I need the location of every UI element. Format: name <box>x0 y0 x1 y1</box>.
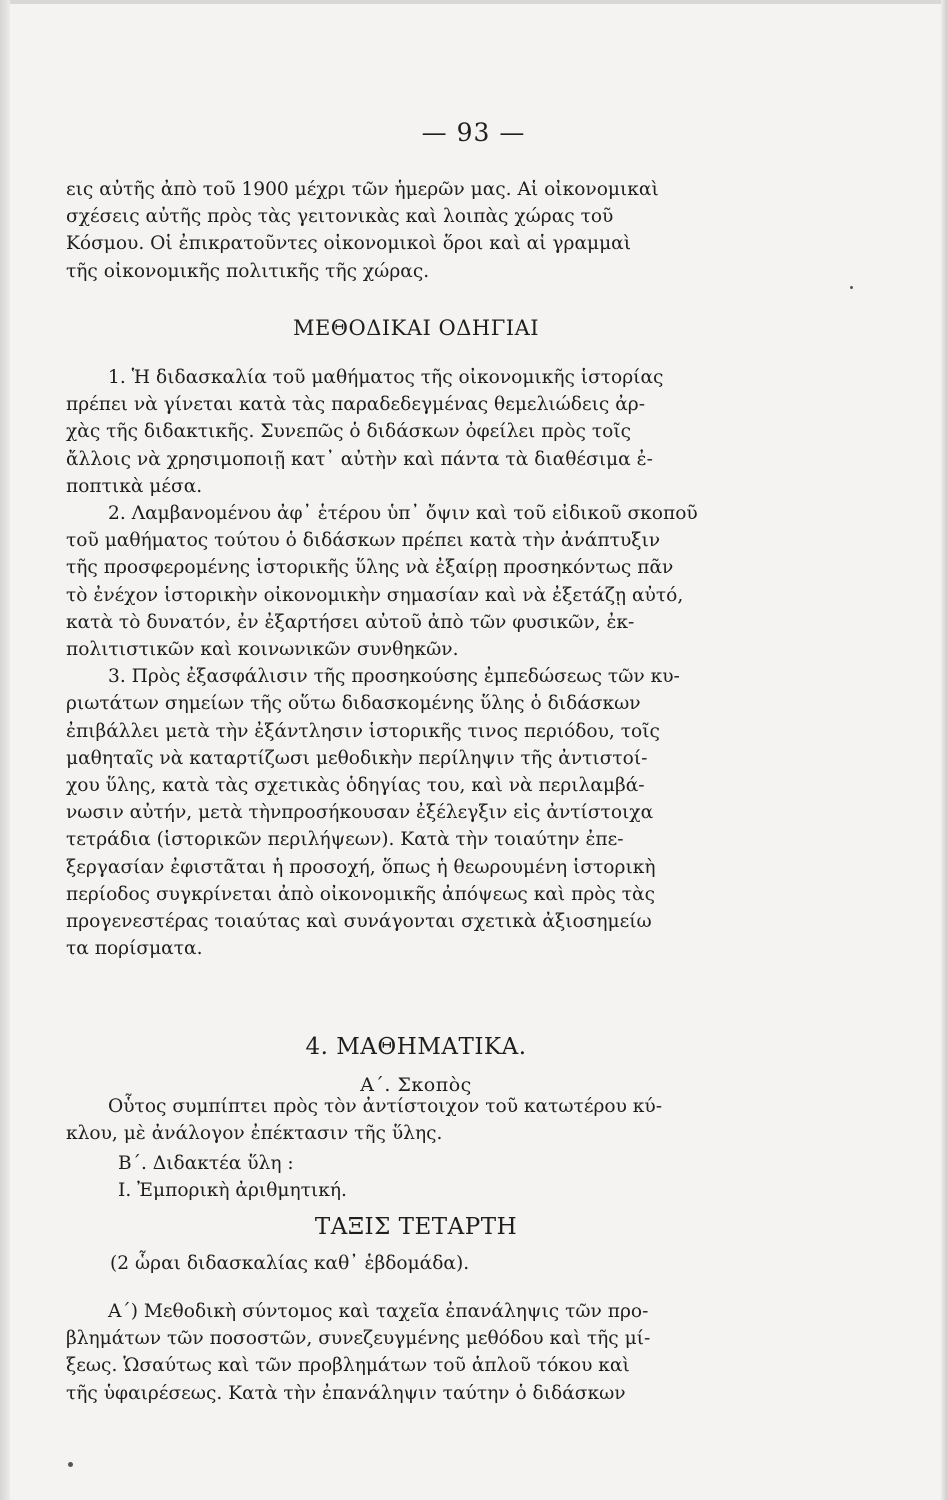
text-line: τῆς ὑφαιρέσεως. Κατὰ τὴν ἐπανάληψιν ταύτην ὁ διδάσκων <box>66 1382 626 1404</box>
hours-line: (2 ὧραι διδασκαλίας καθ᾿ ἑβδομάδα). <box>110 1253 470 1274</box>
subject-section <box>66 1150 766 1204</box>
text-line: περίοδος συγκρίνεται ἀπὸ οἰκονομικῆς ἀπόψεως καὶ πρὸς τὰς <box>66 883 656 905</box>
text-line: 2. Λαμβανομένου ἀφ᾿ ἑτέρου ὑπ᾿ ὄψιν καὶ τοῦ εἰδικοῦ σκοποῦ <box>108 503 698 525</box>
text-line: Α΄) Μεθοδικὴ σύντομος καὶ ταχεῖα ἐπανάληψις τῶν προ- <box>108 1301 649 1322</box>
aim-heading: Α΄. Σκοπὸς <box>360 1074 472 1096</box>
text-line: τα πορίσματα. <box>66 938 203 960</box>
review-paragraph <box>66 1298 766 1407</box>
text-line: βλημάτων τῶν ποσοστῶν, συνεζευγμένης μεθόδου καὶ τῆς μί- <box>66 1328 651 1350</box>
aim-paragraph <box>66 1093 766 1147</box>
text-line: Οὗτος συμπίπτει πρὸς τὸν ἀντίστοιχον τοῦ κατωτέρου κύ- <box>108 1096 663 1117</box>
text-line: ἄλλοις νὰ χρησιμοποιῇ κατ᾿ αὐτὴν καὶ πάντα τὰ διαθέσιμα ἐ- <box>66 448 653 470</box>
text-line: τετράδια (ἱστορικῶν περιλήψεων). Κατὰ τὴν τοιαύτην ἐπε- <box>66 829 624 851</box>
text-line: μαθηταῖς νὰ καταρτίζωσι μεθοδικὴν περίληψιν τῆς ἀντιστοί- <box>66 747 648 769</box>
intro-paragraph <box>66 176 766 285</box>
text-line: τῆς προσφερομένης ἱστορικῆς ὕλης νὰ ἐξαίρῃ προσηκόντως πᾶν <box>66 557 674 579</box>
text-line: ξεως. Ὡσαύτως καὶ τῶν προβλημάτων τοῦ ἁπλοῦ τόκου καὶ <box>66 1355 630 1377</box>
text-line: χὰς τῆς διδακτικῆς. Συνεπῶς ὁ διδάσκων ὀφείλει πρὸς τοῖς <box>66 421 632 443</box>
text-line: πολιτιστικῶν καὶ κοινωνικῶν συνθηκῶν. <box>66 639 459 661</box>
text-line: τὸ ἐνέχον ἱστορικὴν οἰκονομικὴν σημασίαν καὶ νὰ ἐξετάζῃ αὐτό, <box>66 584 684 606</box>
methodical-heading: ΜΕΘΟΔΙΚΑΙ ΟΔΗΓΙΑΙ <box>292 316 540 340</box>
text-line: 3. Πρὸς ἐξασφάλισιν τῆς προσηκούσης ἐμπεδώσεως τῶν κυ- <box>108 666 680 688</box>
hours-line-block <box>66 1250 766 1277</box>
page-number: — 93 — <box>421 118 526 147</box>
text-line: κατὰ τὸ δυνατόν, ἐν ἐξαρτήσει αὐτοῦ ἀπὸ τῶν φυσικῶν, ἐκ- <box>66 611 635 633</box>
text-line: ξεργασίαν ἐφιστᾶται ἡ προσοχή, ὅπως ἡ θεωρουμένη ἱστορικὴ <box>66 856 656 878</box>
text-line: σχέσεις αὐτῆς πρὸς τὰς γειτονικὰς καὶ λοιπὰς χώρας τοῦ <box>66 206 614 228</box>
ink-spot <box>850 286 853 289</box>
text-line: ριωτάτων σημείων τῆς οὕτω διδασκομένης ὕλης ὁ διδάσκων <box>66 693 641 715</box>
text-line: ποπτικὰ μέσα. <box>66 475 203 497</box>
text-line: Κόσμου. Οἱ ἐπικρατοῦντες οἰκονομικοὶ ὅροι καὶ αἱ γραμμαὶ <box>66 233 632 255</box>
text-line: τοῦ μαθήματος τούτου ὁ διδάσκων πρέπει κατὰ τὴν ἀνάπτυξιν <box>66 530 661 552</box>
text-line: πρέπει νὰ γίνεται κατὰ τὰς παραδεδεγμένας θεμελιώδεις ἀρ- <box>66 394 646 416</box>
text-line: τῆς οἰκονομικῆς πολιτικῆς τῆς χώρας. <box>66 260 430 282</box>
instructions-section <box>66 364 766 962</box>
text-line: 1. Ἡ διδασκαλία τοῦ μαθήματος τῆς οἰκονομικῆς ἱστορίας <box>108 367 664 388</box>
grade-heading: ΤΑΞΙΣ ΤΕΤΑΡΤΗ <box>314 1214 518 1240</box>
text-line: νωσιν αὐτήν, μετὰ τὴνπροσήκουσαν ἐξέλεγξιν εἰς ἀντίστοιχα <box>66 802 654 824</box>
text-line: κλου, μὲ ἀνάλογον ἐπέκτασιν τῆς ὕλης. <box>66 1123 443 1145</box>
text-line: προγενεστέρας τοιαύτας καὶ συνάγονται σχετικὰ ἀξιοσημείω <box>66 911 652 933</box>
page-edge-right <box>941 0 947 1500</box>
page-edge-left <box>0 0 10 1500</box>
subject-heading: Β΄. Διδακτέα ὕλη : <box>118 1153 294 1174</box>
commercial-heading: Ι. Ἐμπορικὴ ἀριθμητική. <box>118 1180 347 1202</box>
text-line: εις αὐτῆς ἀπὸ τοῦ 1900 μέχρι τῶν ἡμερῶν μας. Αἱ οἰκονομικαὶ <box>66 179 659 200</box>
math-heading: 4. ΜΑΘΗΜΑΤΙΚΑ. <box>305 1034 527 1060</box>
ink-spot <box>68 1462 73 1467</box>
page-edge-top <box>0 0 947 4</box>
text-line: ἐπιβάλλει μετὰ τὴν ἐξάντλησιν ἱστορικῆς τινος περιόδου, τοῖς <box>66 720 660 742</box>
text-line: χου ὕλης, κατὰ τὰς σχετικὰς ὁδηγίας του, καὶ νὰ περιλαμβά- <box>66 775 645 797</box>
